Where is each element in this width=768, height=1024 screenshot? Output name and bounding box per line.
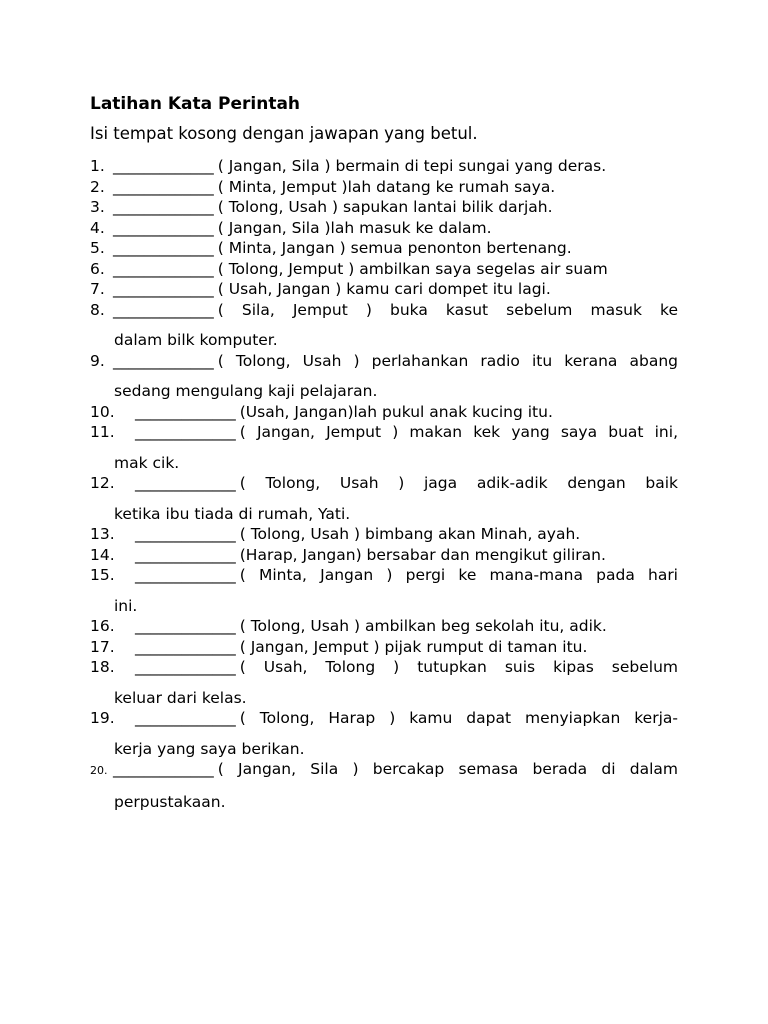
item-text-continuation: kerja yang saya berikan. bbox=[114, 739, 305, 758]
answer-blank[interactable]: _____________ bbox=[113, 177, 214, 196]
item-text: ( Usah, Jangan ) kamu cari dompet itu lagi. bbox=[217, 280, 551, 298]
exercise-item bbox=[90, 300, 678, 351]
item-number: 1. bbox=[90, 157, 105, 175]
answer-blank[interactable]: _____________ bbox=[135, 617, 236, 635]
exercise-item bbox=[90, 637, 678, 658]
answer-blank[interactable]: _____________ bbox=[135, 474, 236, 492]
item-number: 11. bbox=[90, 423, 115, 441]
answer-blank[interactable]: _____________ bbox=[135, 637, 236, 656]
answer-blank[interactable]: _____________ bbox=[135, 423, 236, 441]
exercise-item bbox=[90, 473, 678, 524]
item-text-continuation: keluar dari kelas. bbox=[114, 688, 247, 707]
item-number: 13. bbox=[90, 525, 115, 543]
item-text-continuation: dalam bilk komputer. bbox=[114, 331, 278, 349]
answer-blank[interactable]: _____________ bbox=[113, 760, 214, 778]
item-text-continuation: sedang mengulang kaji pelajaran. bbox=[114, 382, 378, 400]
exercise-list bbox=[90, 156, 678, 812]
item-number: 9. bbox=[90, 351, 105, 370]
exercise-item bbox=[90, 197, 678, 218]
exercise-item bbox=[90, 259, 678, 280]
answer-blank[interactable]: _____________ bbox=[113, 351, 214, 370]
item-number: 19. bbox=[90, 709, 115, 727]
item-number: 4. bbox=[90, 218, 105, 237]
item-text: ( Minta, Jangan ) semua penonton bertenang. bbox=[217, 239, 572, 257]
item-number: 6. bbox=[90, 259, 105, 278]
exercise-item bbox=[90, 545, 678, 566]
item-text-continuation: mak cik. bbox=[114, 453, 180, 472]
item-number: 10. bbox=[90, 402, 115, 421]
item-text-continuation: ini. bbox=[114, 596, 138, 615]
answer-blank[interactable]: _____________ bbox=[135, 566, 236, 584]
item-text: ( Minta, Jangan ) pergi ke mana-mana pada hari bbox=[239, 566, 678, 584]
item-number: 18. bbox=[90, 658, 115, 676]
item-number: 7. bbox=[90, 280, 105, 298]
answer-blank[interactable]: _____________ bbox=[113, 300, 214, 319]
item-number: 8. bbox=[90, 300, 105, 319]
item-text: ( Jangan, Sila )lah masuk ke dalam. bbox=[217, 218, 492, 237]
exercise-item bbox=[90, 524, 678, 545]
item-text: ( Jangan, Jemput ) pijak rumput di taman itu. bbox=[239, 637, 588, 656]
answer-blank[interactable]: _____________ bbox=[113, 157, 214, 175]
exercise-item bbox=[90, 708, 678, 759]
item-text: (Usah, Jangan)lah pukul anak kucing itu. bbox=[239, 402, 553, 421]
exercise-item bbox=[90, 402, 678, 423]
exercise-item bbox=[90, 238, 678, 259]
item-text: ( Jangan, Sila ) bermain di tepi sungai yang deras. bbox=[217, 157, 607, 175]
item-text-continuation: perpustakaan. bbox=[114, 792, 226, 811]
item-text: ( Jangan, Sila ) bercakap semasa berada di dalam bbox=[217, 760, 678, 778]
answer-blank[interactable]: _____________ bbox=[113, 259, 214, 278]
item-number: 14. bbox=[90, 545, 115, 564]
item-number: 5. bbox=[90, 239, 105, 257]
item-number: 12. bbox=[90, 474, 115, 492]
answer-blank[interactable]: _____________ bbox=[135, 709, 236, 727]
instruction-text: Isi tempat kosong dengan jawapan yang betul. bbox=[90, 124, 478, 143]
item-number: 15. bbox=[90, 566, 115, 584]
page-title: Latihan Kata Perintah bbox=[90, 94, 301, 114]
exercise-item bbox=[90, 156, 678, 177]
item-text: ( Tolong, Usah ) jaga adik-adik dengan baik bbox=[239, 474, 678, 492]
exercise-item bbox=[90, 657, 678, 708]
item-text: ( Tolong, Usah ) sapukan lantai bilik darjah. bbox=[217, 198, 553, 216]
answer-blank[interactable]: _____________ bbox=[135, 545, 236, 564]
answer-blank[interactable]: _____________ bbox=[113, 198, 214, 216]
exercise-item bbox=[90, 616, 678, 637]
item-text: (Harap, Jangan) bersabar dan mengikut giliran. bbox=[239, 545, 606, 564]
exercise-item bbox=[90, 177, 678, 198]
exercise-item bbox=[90, 351, 678, 402]
exercise-item bbox=[90, 759, 678, 812]
item-number: 2. bbox=[90, 177, 105, 196]
answer-blank[interactable]: _____________ bbox=[135, 402, 236, 421]
answer-blank[interactable]: _____________ bbox=[113, 280, 214, 298]
item-number: 3. bbox=[90, 198, 105, 216]
exercise-item bbox=[90, 279, 678, 300]
item-number: 16. bbox=[90, 617, 115, 635]
item-text: ( Tolong, Harap ) kamu dapat menyiapkan kerja- bbox=[239, 709, 678, 727]
item-text: ( Tolong, Usah ) perlahankan radio itu kerana abang bbox=[217, 351, 678, 370]
item-text: ( Tolong, Jemput ) ambilkan saya segelas air suam bbox=[217, 259, 608, 278]
item-text: ( Sila, Jemput ) buka kasut sebelum masuk ke bbox=[217, 300, 678, 319]
item-text-continuation: ketika ibu tiada di rumah, Yati. bbox=[114, 504, 351, 523]
item-text: ( Usah, Tolong ) tutupkan suis kipas sebelum bbox=[239, 658, 678, 676]
answer-blank[interactable]: _____________ bbox=[135, 658, 236, 676]
item-number: 20. bbox=[90, 764, 108, 777]
item-text: ( Tolong, Usah ) bimbang akan Minah, ayah. bbox=[239, 525, 581, 543]
answer-blank[interactable]: _____________ bbox=[135, 525, 236, 543]
item-text: ( Jangan, Jemput ) makan kek yang saya buat ini, bbox=[239, 423, 678, 441]
item-text: ( Tolong, Usah ) ambilkan beg sekolah itu, adik. bbox=[239, 617, 607, 635]
item-number: 17. bbox=[90, 637, 115, 656]
item-text: ( Minta, Jemput )lah datang ke rumah saya. bbox=[217, 177, 556, 196]
exercise-item bbox=[90, 218, 678, 239]
exercise-item bbox=[90, 565, 678, 616]
answer-blank[interactable]: _____________ bbox=[113, 218, 214, 237]
exercise-item bbox=[90, 422, 678, 473]
answer-blank[interactable]: _____________ bbox=[113, 239, 214, 257]
